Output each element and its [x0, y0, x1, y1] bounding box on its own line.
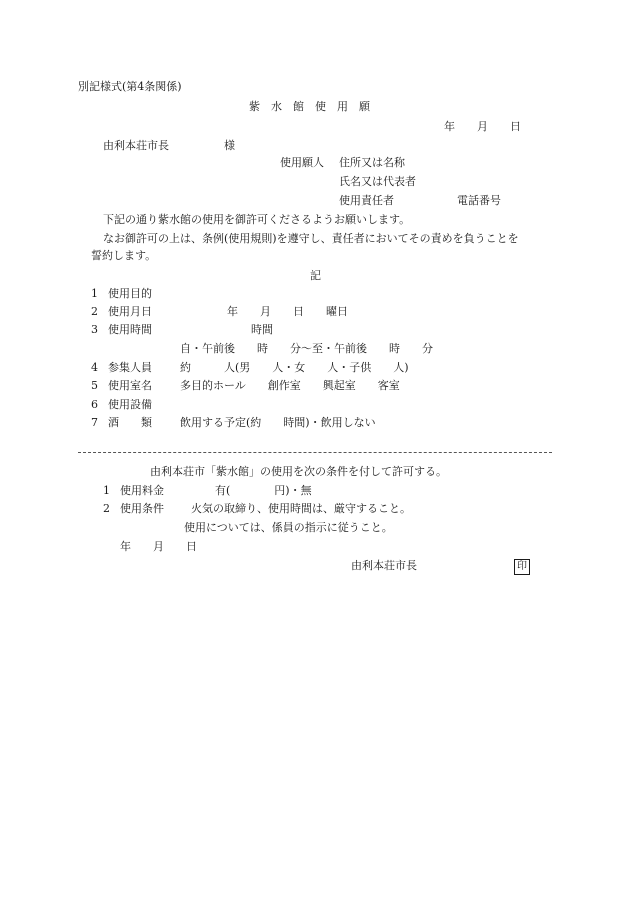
fee-number: 1 [103, 484, 110, 497]
form-reference: 別記様式(第4条関係) [78, 80, 182, 93]
item-value: 自・午前後 時 分〜至・午前後 時 分 [180, 342, 433, 355]
fee-label: 使用料金 [120, 484, 164, 497]
pledge-line-1: なお御許可の上は、条例(使用規則)を遵守し、責任者においてその責めを負うことを [103, 232, 519, 245]
item-label: 使用設備 [108, 398, 152, 411]
condition-value-2: 使用については、係員の指示に従うこと。 [184, 521, 393, 534]
item-value: 年 月 日 曜日 [227, 305, 348, 318]
request-paragraph: 下記の通り紫水館の使用を御許可くださるようお願いします。 [103, 213, 411, 226]
pledge-line-2: 誓約します。 [91, 249, 157, 262]
item-label: 参集人員 [108, 361, 152, 374]
representative-label: 氏名又は代表者 [339, 175, 416, 188]
item-label: 使用月日 [108, 305, 152, 318]
item-number: 1 [91, 287, 98, 300]
item-label: 使用時間 [108, 323, 152, 336]
item-number: 6 [91, 398, 98, 411]
condition-value-1: 火気の取締り、使用時間は、厳守すること。 [191, 502, 411, 515]
document-title: 紫 水 館 使 用 願 [249, 100, 370, 113]
item-value: 多目的ホール 創作室 興起室 客室 [180, 379, 400, 392]
item-number: 5 [91, 379, 98, 392]
section-divider [78, 452, 552, 453]
item-number: 2 [91, 305, 98, 318]
item-number: 7 [91, 416, 98, 429]
item-value: 時間 [251, 323, 273, 336]
item-label: 使用室名 [108, 379, 152, 392]
phone-label: 電話番号 [457, 194, 501, 207]
condition-number: 2 [103, 502, 110, 515]
seal-stamp: 印 [514, 559, 530, 575]
application-date: 年 月 日 [444, 120, 521, 133]
item-label: 使用目的 [108, 287, 152, 300]
item-number: 4 [91, 361, 98, 374]
signer: 由利本荘市長 [351, 559, 417, 572]
item-number: 3 [91, 323, 98, 336]
item-value: 飲用する予定(約 時間)・飲用しない [180, 416, 376, 429]
item-value: 約 人(男 人・女 人・子供 人) [180, 361, 409, 374]
condition-label: 使用条件 [120, 502, 164, 515]
applicant-label: 使用願人 [280, 156, 324, 169]
permit-date: 年 月 日 [120, 540, 197, 553]
item-label: 酒 類 [108, 416, 152, 429]
permit-intro: 由利本荘市「紫水館」の使用を次の条件を付して許可する。 [150, 465, 447, 478]
fee-value: 有( 円)・無 [215, 484, 312, 497]
address-label: 住所又は名称 [339, 156, 405, 169]
manager-label: 使用責任者 [339, 194, 394, 207]
ki-heading: 記 [310, 269, 321, 282]
addressee: 由利本荘市長 様 [103, 139, 235, 152]
